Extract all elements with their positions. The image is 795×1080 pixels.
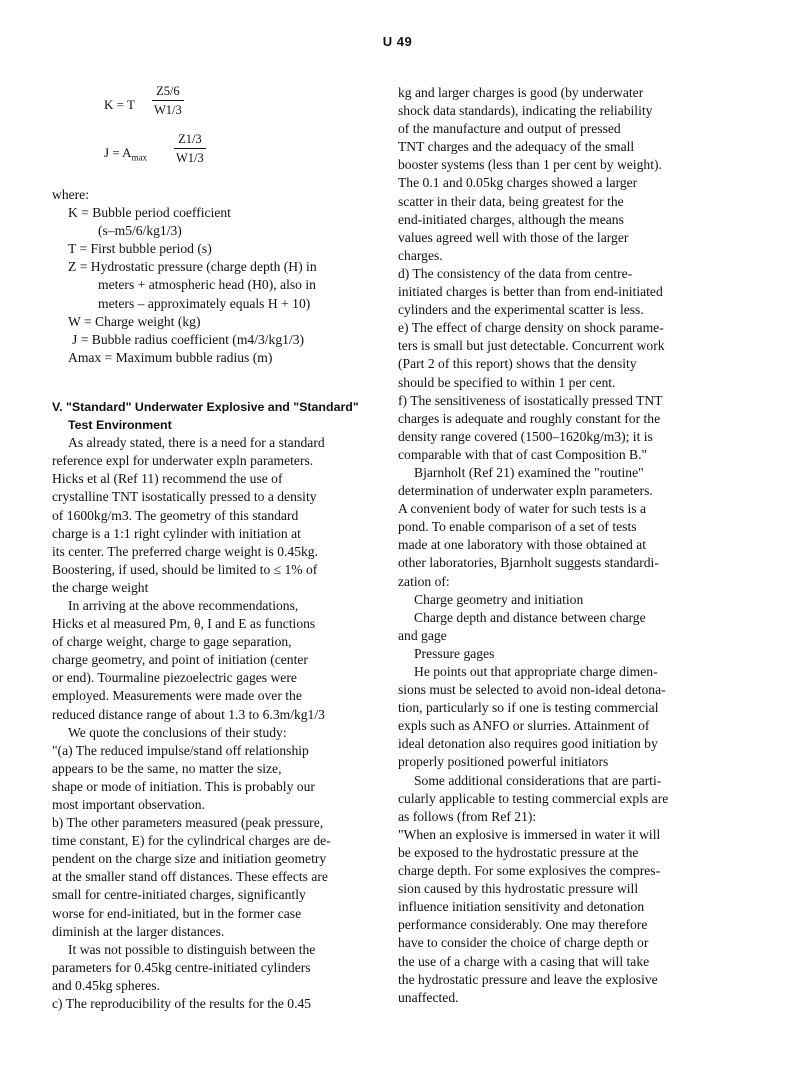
right-line: unaffected.	[398, 989, 459, 1005]
left-line: We quote the conclusions of their study:	[68, 724, 287, 740]
left-line: shape or mode of initiation. This is probably our	[52, 778, 315, 794]
right-line: made at one laboratory with those obtained at	[398, 537, 647, 553]
section-subheading: Test Environment	[68, 418, 172, 433]
formula-k-lhs: K = T	[104, 97, 135, 112]
right-line: determination of underwater expln parameters.	[398, 483, 653, 499]
section-heading: V. "Standard" Underwater Explosive and "Standard"	[52, 399, 359, 414]
left-line: In arriving at the above recommendations,	[68, 597, 299, 613]
right-line: e) The effect of charge density on shock parame-	[398, 320, 664, 336]
left-line: charge geometry, and point of initiation (center	[52, 652, 308, 668]
right-line: performance considerably. One may therefore	[398, 917, 648, 933]
left-line: Boostering, if used, should be limited to ≤ 1% of	[52, 561, 318, 577]
right-line: He points out that appropriate charge dimen-	[414, 664, 658, 679]
left-line: and 0.45kg spheres.	[52, 977, 160, 993]
left-line: pendent on the charge size and initiation geometry	[52, 851, 327, 867]
formula-k-fraction	[152, 82, 184, 119]
right-list-item: Charge depth and distance between charge	[414, 609, 646, 625]
left-line: As already stated, there is a need for a standard	[68, 435, 325, 451]
right-line: values agreed well with those of the larger	[398, 229, 629, 245]
right-line: pond. To enable comparison of a set of tests	[398, 519, 637, 535]
right-line: the hydrostatic pressure and leave the explosive	[398, 971, 658, 987]
right-line: be exposed to the hydrostatic pressure at the	[398, 844, 639, 860]
formula-j-lhs: $J = A_{max}$	[104, 145, 148, 163]
left-line: charge is a 1:1 right cylinder with initiation at	[52, 525, 301, 541]
right-line: tion, particularly so if one is testing commercial	[398, 700, 659, 716]
left-line: of 1600kg/m3. The geometry of this standard	[52, 507, 299, 523]
left-line: Hicks et al measured Pm, θ, I and E as functions	[52, 616, 316, 632]
left-column	[52, 84, 364, 1013]
right-line: charges is adequate and roughly constant for the	[398, 410, 661, 426]
left-line: parameters for 0.45kg centre-initiated cylinders	[52, 959, 311, 975]
right-list-item: Pressure gages	[414, 645, 495, 661]
right-line: f) The sensitiveness of isostatically pressed TNT	[398, 392, 663, 408]
left-line: the charge weight	[52, 579, 149, 595]
right-line: end-initiated charges, although the means	[398, 211, 624, 227]
right-line: of the manufacture and output of pressed	[398, 121, 621, 137]
definition-t: T = First bubble period (s)	[68, 241, 212, 257]
right-list-item: Charge geometry and initiation	[414, 591, 584, 607]
right-line: kg and larger charges is good (by underwater	[398, 85, 644, 100]
right-line: "When an explosive is immersed in water it will	[398, 826, 661, 842]
formula-j	[52, 132, 364, 176]
formula-j-fraction	[174, 130, 206, 167]
formula-k-denominator: W1/3	[152, 100, 184, 119]
right-line: should be specified to within 1 per cent.	[398, 374, 616, 390]
right-line: booster systems (less than 1 per cent by weight).	[398, 157, 662, 173]
right-line: other laboratories, Bjarnholt suggests standardi-	[398, 555, 659, 571]
formula-j-numerator: Z1/3	[178, 132, 202, 146]
right-column	[398, 84, 694, 1007]
right-line: the use of a charge with a casing that will take	[398, 953, 650, 969]
right-line: (Part 2 of this report) shows that the density	[398, 356, 637, 372]
right-line: sions must be selected to avoid non-ideal detona-	[398, 682, 666, 698]
right-line: density range covered (1500–1620kg/m3); it is	[398, 428, 653, 444]
right-line: charges.	[398, 247, 443, 263]
right-line: d) The consistency of the data from centre-	[398, 265, 633, 281]
definition-z-cont1: meters + atmospheric head (H0), also in	[98, 277, 316, 293]
formula-k	[52, 84, 364, 128]
right-line: and gage	[398, 627, 447, 643]
where-label: where:	[52, 187, 89, 202]
right-line: sion caused by this hydrostatic pressure will	[398, 881, 639, 897]
right-line: A convenient body of water for such tests is a	[398, 501, 647, 517]
right-line: initiated charges is better than from end-initiated	[398, 284, 663, 300]
definition-z-cont2: meters – approximately equals H + 10)	[98, 295, 311, 311]
definition-z: Z = Hydrostatic pressure (charge depth (H) in	[68, 259, 317, 275]
right-line: cylinders and the experimental scatter is less.	[398, 302, 644, 318]
left-line: b) The other parameters measured (peak pressure,	[52, 815, 324, 831]
left-line: appears to be the same, no matter the size,	[52, 760, 282, 776]
definition-j: J = Bubble radius coefficient (m4/3/kg1/3)	[72, 331, 305, 347]
right-line: comparable with that of cast Composition B."	[398, 446, 648, 462]
right-line: zation of:	[398, 573, 450, 589]
right-line: scatter in their data, being greatest for the	[398, 193, 624, 209]
right-line: charge depth. For some explosives the compres-	[398, 863, 661, 879]
left-line: reduced distance range of about 1.3 to 6.3m/kg1/3	[52, 706, 325, 722]
left-line: time constant, E) for the cylindrical charges are de-	[52, 833, 331, 849]
right-line: ters is small but just detectable. Concurrent work	[398, 338, 665, 354]
right-line: The 0.1 and 0.05kg charges showed a larger	[398, 175, 638, 191]
left-line: small for centre-initiated charges, significantly	[52, 887, 306, 903]
page-number: U 49	[382, 34, 413, 49]
left-line: at the smaller stand off distances. These effects are	[52, 869, 328, 885]
formula-j-sub: max	[131, 152, 148, 163]
left-line: reference expl for underwater expln parameters.	[52, 453, 314, 469]
formula-k-numerator: Z5/6	[156, 84, 180, 98]
right-line: influence initiation sensitivity and detonation	[398, 899, 645, 915]
right-line: properly positioned powerful initiators	[398, 754, 609, 770]
left-line: diminish at the larger distances.	[52, 923, 225, 939]
left-line: crystalline TNT isostatically pressed to a density	[52, 489, 317, 505]
left-line: most important observation.	[52, 797, 205, 812]
right-line: ideal detonation also requires good initiation by	[398, 736, 658, 752]
formula-j-denominator: W1/3	[174, 148, 206, 167]
left-line: Hicks et al (Ref 11) recommend the use of	[52, 471, 283, 487]
right-line: have to consider the choice of charge depth or	[398, 935, 649, 951]
definition-amax: Amax = Maximum bubble radius (m)	[68, 349, 273, 365]
right-line: as follows (from Ref 21):	[398, 808, 537, 824]
right-line: expls such as ANFO or slurries. Attainment of	[398, 718, 650, 734]
right-line: cularly applicable to testing commercial expls are	[398, 790, 669, 806]
left-line: worse for end-initiated, but in the former case	[52, 905, 302, 921]
definition-w: W = Charge weight (kg)	[68, 313, 201, 329]
left-line: employed. Measurements were made over the	[52, 688, 302, 704]
right-line: Bjarnholt (Ref 21) examined the "routine"	[414, 464, 644, 480]
right-line: shock data standards), indicating the reliability	[398, 103, 653, 119]
left-line: or end). Tourmaline piezoelectric gages were	[52, 670, 297, 686]
left-line: It was not possible to distinguish between the	[68, 941, 316, 957]
left-line: c) The reproducibility of the results for the 0.45	[52, 996, 312, 1012]
definition-k-units: (s–m5/6/kg1/3)	[98, 223, 182, 239]
right-line: Some additional considerations that are parti-	[414, 772, 662, 788]
definition-k: K = Bubble period coefficient	[68, 205, 231, 221]
left-line: of charge weight, charge to gage separation,	[52, 634, 292, 650]
left-line: "(a) The reduced impulse/stand off relationship	[52, 742, 309, 758]
left-line: its center. The preferred charge weight is 0.45kg.	[52, 543, 318, 559]
right-line: TNT charges and the adequacy of the small	[398, 139, 635, 155]
